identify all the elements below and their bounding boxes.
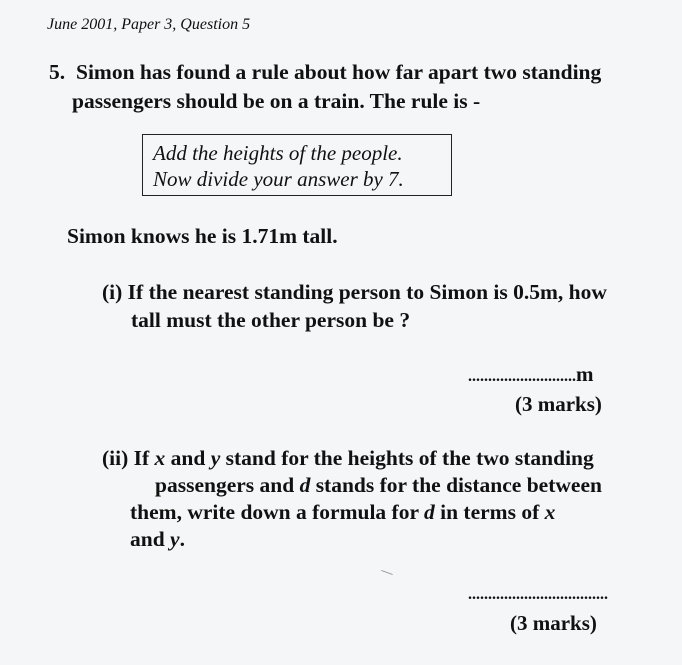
var-d: d <box>299 473 311 497</box>
var-x: x <box>154 446 166 470</box>
part-i-answer-line <box>468 362 594 387</box>
part-ii-line-4: and y. <box>130 527 185 551</box>
var-d: d <box>424 500 435 524</box>
part-ii-line-1: (ii) If x and y stand for the heights of the two standing <box>102 446 594 470</box>
rule-box <box>142 134 452 196</box>
question-number: 5. <box>49 60 66 84</box>
stray-mark <box>381 570 393 575</box>
paper-reference: June 2001, Paper 3, Question 5 <box>47 16 251 33</box>
part-i-answer-unit: m <box>576 362 594 386</box>
question-line-1: Simon has found a rule about how far apart two standing <box>76 60 602 84</box>
var-x: x <box>544 500 556 524</box>
part-i-marks: (3 marks) <box>515 392 602 416</box>
part-i-line-2: tall must the other person be ? <box>131 308 411 332</box>
var-y: y <box>210 446 221 470</box>
rule-line-1: Add the heights of the people. <box>153 141 403 165</box>
var-y: y <box>170 527 180 551</box>
part-ii-marks: (3 marks) <box>510 611 597 635</box>
part-i-answer-dots: ........................... <box>468 368 576 385</box>
part-i-line-1: (i) If the nearest standing person to Simon is 0.5m, how <box>102 280 607 304</box>
rule-line-2: Now divide your answer by 7. <box>153 167 404 191</box>
part-ii-line-3: them, write down a formula for d in terms of x <box>130 500 556 524</box>
simon-height-fact: Simon knows he is 1.71m tall. <box>67 224 338 248</box>
question-line-2: passengers should be on a train. The rule is - <box>72 89 481 113</box>
part-ii-line-2: passengers and d stands for the distance between <box>155 473 602 497</box>
part-ii-answer-dots: ................................... <box>468 586 608 603</box>
